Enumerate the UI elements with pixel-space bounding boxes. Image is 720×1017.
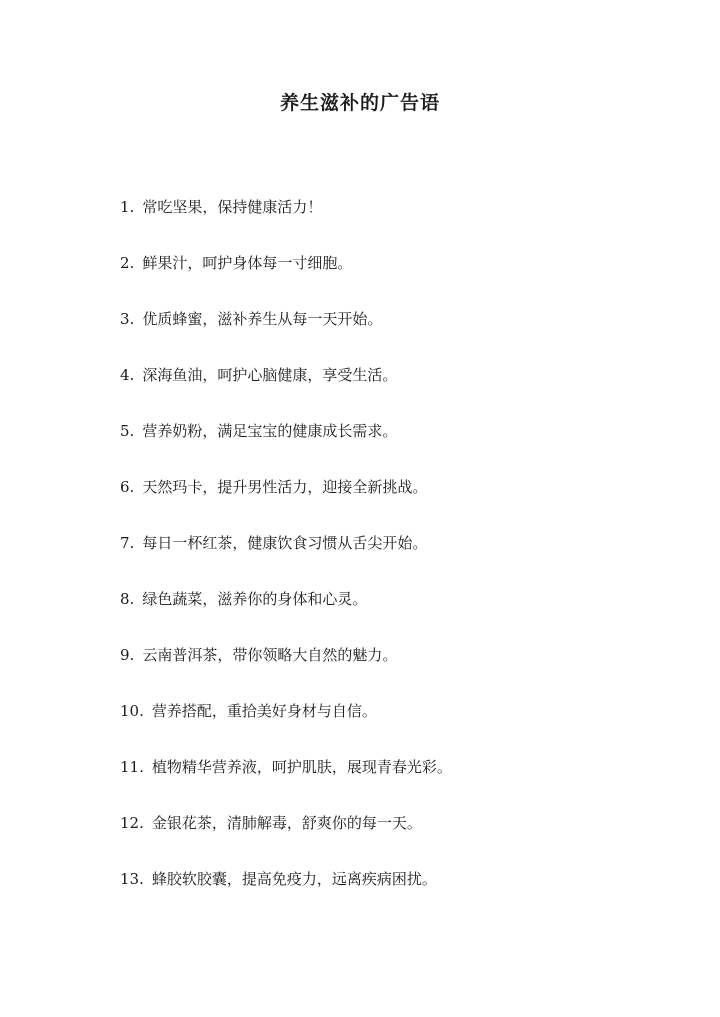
list-item xyxy=(120,586,660,642)
slogan-list xyxy=(120,194,660,922)
item-number: 4. xyxy=(120,366,135,384)
page-title: 养生滋补的广告语 xyxy=(279,92,440,114)
list-item xyxy=(120,306,660,362)
item-number: 12. xyxy=(120,814,144,832)
item-text: 蜂胶软胶囊，提高免疫力，远离疾病困扰。 xyxy=(151,870,437,888)
item-text: 营养奶粉，满足宝宝的健康成长需求。 xyxy=(142,422,398,440)
list-item xyxy=(120,362,660,418)
item-number: 7. xyxy=(120,534,135,552)
list-item xyxy=(120,250,660,306)
list-item xyxy=(120,194,660,250)
item-text: 每日一杯红茶，健康饮食习惯从舌尖开始。 xyxy=(142,534,428,552)
item-text: 优质蜂蜜，滋补养生从每一天开始。 xyxy=(142,310,383,328)
list-item xyxy=(120,642,660,698)
list-item xyxy=(120,474,660,530)
list-item xyxy=(120,698,660,754)
item-text: 植物精华营养液，呵护肌肤，展现青春光彩。 xyxy=(151,758,452,776)
item-number: 13. xyxy=(120,870,144,888)
item-number: 2. xyxy=(120,254,135,272)
item-text: 深海鱼油，呵护心脑健康，享受生活。 xyxy=(142,366,398,384)
item-text: 金银花茶，清肺解毒，舒爽你的每一天。 xyxy=(151,814,422,832)
list-item xyxy=(120,866,660,922)
item-number: 11. xyxy=(120,758,144,776)
item-text: 营养搭配，重拾美好身材与自信。 xyxy=(151,702,377,720)
list-item xyxy=(120,418,660,474)
list-item xyxy=(120,810,660,866)
item-number: 5. xyxy=(120,422,135,440)
item-number: 8. xyxy=(120,590,135,608)
item-text: 常吃坚果，保持健康活力！ xyxy=(142,198,323,216)
item-text: 天然玛卡，提升男性活力，迎接全新挑战。 xyxy=(142,478,428,496)
list-item xyxy=(120,530,660,586)
item-text: 绿色蔬菜，滋养你的身体和心灵。 xyxy=(142,590,368,608)
item-number: 6. xyxy=(120,478,135,496)
item-number: 1. xyxy=(120,198,135,216)
item-number: 9. xyxy=(120,646,135,664)
item-text: 云南普洱茶，带你领略大自然的魅力。 xyxy=(142,646,398,664)
item-number: 10. xyxy=(120,702,144,720)
list-item xyxy=(120,754,660,810)
item-text: 鲜果汁，呵护身体每一寸细胞。 xyxy=(142,254,353,272)
item-number: 3. xyxy=(120,310,135,328)
